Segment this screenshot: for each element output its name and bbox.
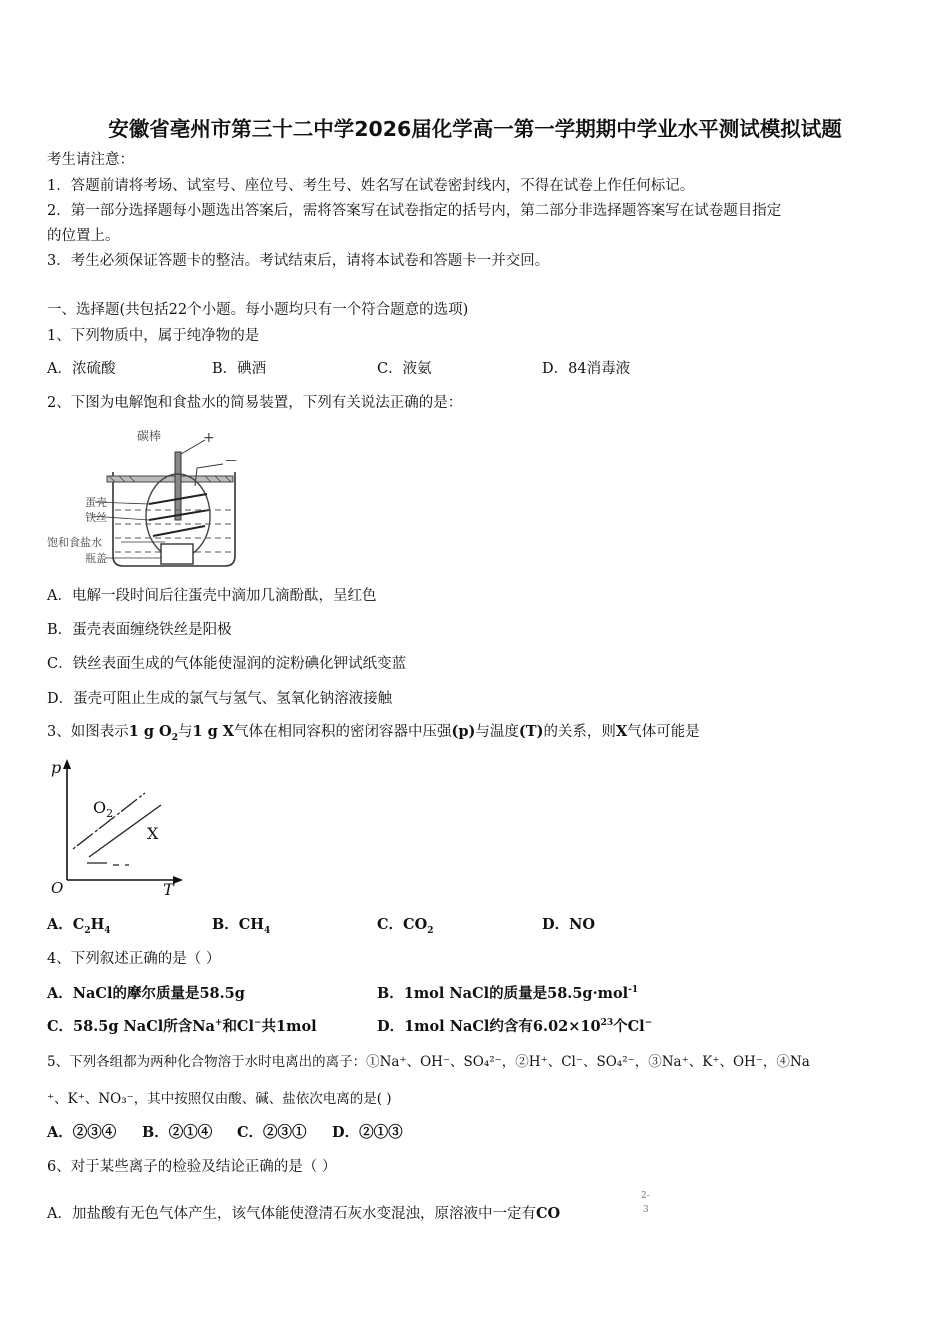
q3-stem-part: (T) [518,723,544,740]
page-title: 安徽省亳州市第三十二中学2026届化学高一第一学期期中学业水平测试模拟试题 [108,117,842,141]
figure-label-dish: 瓶盖 [85,552,107,565]
q3-opt-prefix: C． [377,916,404,933]
graph-xlabel: T [163,880,174,899]
q3-opt-formula: H [90,916,105,933]
q1-option-b: B．碘酒 [212,361,267,377]
notice-item-1: 1．答题前请将考场、试室号、座位号、考生号、姓名写在试卷密封线内，不得在试卷上作任何标记。 [47,178,695,194]
q5-option-b: B．②①④ [142,1124,213,1141]
q5-option-d: D．②①③ [332,1124,403,1141]
q4-c-text: C．58.5g NaCl所含Na [47,1018,215,1035]
q3-stem-part [128,723,178,743]
q3-opt-formula: NO [569,916,595,933]
q3-stem-part: 气体可能是 [627,724,700,740]
q4-option-a: A．NaCl的摩尔质量是58.5g [47,985,245,1002]
q3-option-b [212,915,270,935]
q4-option-b [377,984,638,1004]
q4-option-c [47,1017,317,1037]
q3-opt-sub: 4 [104,925,111,936]
question-5-stem-line1: 5、下列各组都为两种化合物溶于水时电离出的离子：①Na⁺、OH⁻、SO₄²⁻，②H⁺、Cl⁻、SO₄²⁻，③Na⁺、K⁺、OH⁻，④Na [47,1054,810,1070]
q4-c-text: 共1mol [261,1018,317,1035]
q2-option-a: A．电解一段时间后往蛋壳中滴加几滴酚酞，呈红色 [47,588,377,604]
q3-opt-sub: 2 [427,925,434,936]
q3-option-a [47,915,111,935]
q3-opt-prefix: A． [47,916,73,933]
graph-curve-o2-label [93,798,113,820]
notice-item-2-cont: 的位置上。 [47,228,120,244]
question-5-stem-line2: ⁺、K⁺、NO₃⁻，其中按照仅由酸、碱、盐依次电离的是( ) [47,1091,392,1107]
q4-c-sup: + [214,1018,223,1029]
q4-c-sup: − [254,1018,262,1029]
electrolysis-figure [45,424,245,574]
question-4-stem: 4、下列叙述正确的是（ ） [47,951,221,967]
q5-option-c: C．②③① [237,1124,307,1141]
q1-option-c: C．液氨 [377,361,432,377]
q6-a-superscript: 2- [641,1191,650,1201]
q3-stem-part: 气体在相同容积的密闭容器中压强 [234,724,452,740]
q1-option-a: A．浓硫酸 [47,361,116,377]
q4-d-text: 个Cl [613,1018,645,1035]
q3-stem-part: 1 g O [128,723,172,740]
q3-opt-formula: C [72,916,85,933]
q3-stem-part: 3、如图表示 [47,724,129,740]
notice-item-3: 3．考生必须保证答题卡的整洁。考试结束后，请将本试卷和答题卡一并交回。 [47,253,550,269]
q3-option-c [377,915,433,935]
q3-stem-part: X [615,723,628,740]
q3-opt-prefix: B． [212,916,239,933]
q2-option-b: B．蛋壳表面缠绕铁丝是阳极 [47,622,232,638]
graph-ylabel: p [51,758,62,777]
q3-opt-sub: 4 [264,925,271,936]
q3-opt-formula: CH [238,916,265,933]
figure-label-shell: 蛋壳 [85,496,107,509]
q3-opt-sub: 2 [84,925,91,936]
q4-d-text: D．1mol NaCl约含有6.02×10 [377,1018,601,1035]
pressure-temperature-graph [45,755,195,900]
notice-heading: 考生请注意： [47,152,134,168]
question-6-stem: 6、对于某些离子的检验及结论正确的是（ ） [47,1159,337,1175]
q6-a-subscript: 3 [643,1205,649,1215]
graph-curve-x-label: X [147,824,159,843]
graph-curve-o2-text: O [93,798,107,817]
q4-d-sup: 23 [600,1018,614,1029]
q3-stem-part: (p) [451,723,476,740]
q4-b-sup: -1 [628,985,639,996]
figure-label-minus: — [225,453,237,467]
q3-stem-part: 的关系，则 [543,724,616,740]
q3-stem-part: 与 [177,724,193,740]
q4-b-text: B．1mol NaCl的质量是58.5g·mol [377,985,629,1002]
q2-option-c: C．铁丝表面生成的气体能使湿润的淀粉碘化钾试纸变蓝 [47,656,407,672]
q6-a-text: A．加盐酸有无色气体产生，该气体能使澄清石灰水变混浊，原溶液中一定有 [47,1206,536,1222]
q2-option-d: D．蛋壳可阻止生成的氯气与氢气、氢氧化钠溶液接触 [47,691,393,707]
q4-c-text: 和Cl [222,1018,254,1035]
figure-label-plus: + [203,430,215,446]
q6-option-a [47,1204,560,1224]
graph-curve-o2-sub: 2 [106,807,114,820]
graph-origin: O [51,879,64,897]
section-heading: 一、选择题(共包括22个小题。每小题均只有一个符合题意的选项) [47,302,469,318]
question-1-stem: 1、下列物质中，属于纯净物的是 [47,328,260,344]
figure-label-wire: 铁丝 [85,511,107,524]
q3-stem-sub: 2 [171,732,178,743]
question-2-stem: 2、下图为电解饱和食盐水的简易装置，下列有关说法正确的是： [47,395,463,411]
notice-item-2: 2．第一部分选择题每小题选出答案后，需将答案写在试卷指定的括号内，第二部分非选择题答案写在试卷题目指定 [47,203,782,219]
q4-option-d [377,1017,652,1037]
q1-option-d: D．84消毒液 [542,361,631,377]
q6-a-formula: CO [535,1205,561,1222]
q5-option-a: A．②③④ [47,1124,117,1141]
q3-option-d [542,915,595,935]
q4-d-sup: − [644,1018,653,1029]
q3-opt-formula: CO [403,916,428,933]
q3-stem-part: 与温度 [475,724,519,740]
q3-opt-prefix: D． [542,916,570,933]
q3-stem-part: 1 g X [192,723,235,740]
question-3-stem [47,722,700,742]
figure-label-brine: 饱和食盐水 [47,536,102,549]
figure-label-rod: 碳棒 [137,429,162,443]
